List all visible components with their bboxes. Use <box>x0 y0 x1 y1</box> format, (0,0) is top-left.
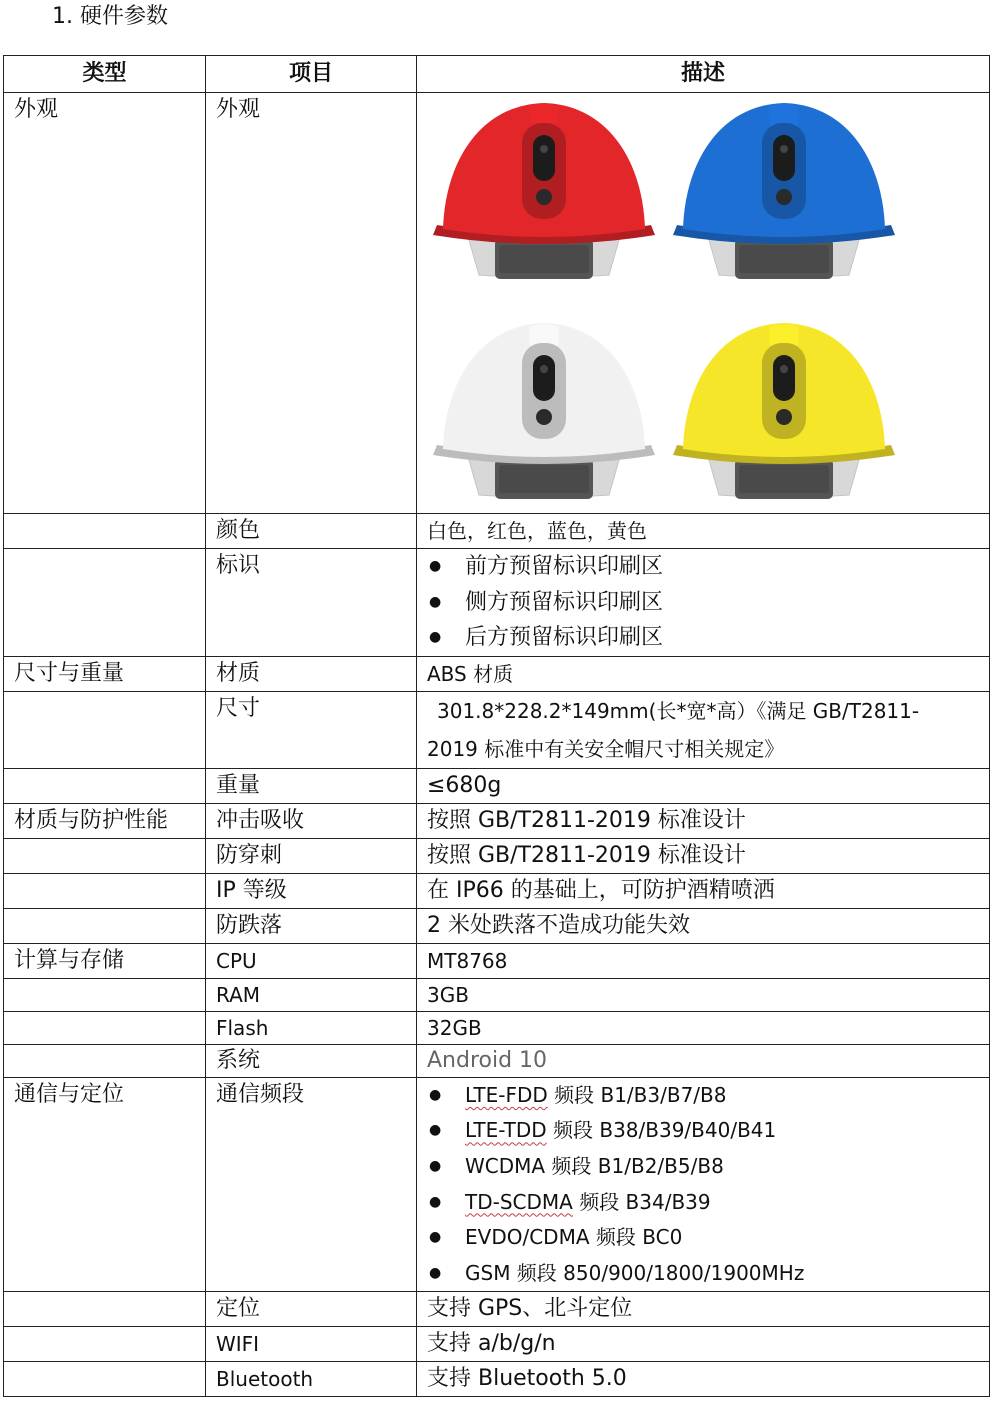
list-item: ● EVDO/CDMA 频段 BC0 <box>427 1220 989 1256</box>
category-cell <box>4 1327 206 1362</box>
item-cell: IP 等级 <box>206 873 417 908</box>
category-cell: 尺寸与重量 <box>4 656 206 691</box>
list-item: ● LTE-TDD 频段 B38/B39/B40/B41 <box>427 1113 989 1149</box>
table-row <box>4 803 990 838</box>
table-row <box>4 514 990 549</box>
description-cell: 3GB <box>417 978 990 1011</box>
description-cell: Android 10 <box>417 1044 990 1077</box>
description-cell: 32GB <box>417 1011 990 1044</box>
item-cell: RAM <box>206 978 417 1011</box>
item-cell: 尺寸 <box>206 691 417 768</box>
header-category: 类型 <box>4 56 206 93</box>
hardware-spec-table <box>3 55 990 1397</box>
description-cell: 白色，红色，蓝色，黄色 <box>417 514 990 549</box>
item-cell: 通信频段 <box>206 1077 417 1292</box>
table-row <box>4 549 990 657</box>
description-cell: 支持 Bluetooth 5.0 <box>417 1362 990 1397</box>
table-row <box>4 873 990 908</box>
item-cell: 系统 <box>206 1044 417 1077</box>
table-row <box>4 1292 990 1327</box>
item-cell: 重量 <box>206 768 417 803</box>
category-cell <box>4 1044 206 1077</box>
table-row <box>4 838 990 873</box>
item-cell: 外观 <box>206 93 417 514</box>
header-description: 描述 <box>417 56 990 93</box>
list-item: ● GSM 频段 850/900/1800/1900MHz <box>427 1256 989 1292</box>
blue-helmet-image <box>669 93 899 293</box>
description-cell: ≤680g <box>417 768 990 803</box>
yellow-helmet-image <box>669 313 899 513</box>
category-cell: 计算与存储 <box>4 943 206 978</box>
section-heading: 1. 硬件参数 <box>52 4 168 29</box>
header-row <box>4 56 990 93</box>
category-cell <box>4 1362 206 1397</box>
item-cell: 防穿刺 <box>206 838 417 873</box>
description-cell: 支持 GPS、北斗定位 <box>417 1292 990 1327</box>
description-cell: 2 米处跌落不造成功能失效 <box>417 908 990 943</box>
list-item: ● 前方预留标识印刷区 <box>427 549 989 585</box>
table-row <box>4 1044 990 1077</box>
item-cell: 定位 <box>206 1292 417 1327</box>
item-cell: CPU <box>206 943 417 978</box>
header-item: 项目 <box>206 56 417 93</box>
item-cell: 防跌落 <box>206 908 417 943</box>
red-helmet-image <box>429 93 659 293</box>
category-cell <box>4 768 206 803</box>
item-cell: 颜色 <box>206 514 417 549</box>
list-item: ● 侧方预留标识印刷区 <box>427 585 989 621</box>
table-row <box>4 691 990 768</box>
description-cell <box>417 1077 990 1292</box>
item-cell: Flash <box>206 1011 417 1044</box>
category-cell <box>4 1011 206 1044</box>
category-cell: 外观 <box>4 93 206 514</box>
table-row <box>4 978 990 1011</box>
category-cell <box>4 1292 206 1327</box>
category-cell <box>4 514 206 549</box>
table-row <box>4 1011 990 1044</box>
size-line-2: 2019 标准中有关安全帽尺寸相关规定》 <box>427 736 785 761</box>
item-cell: 标识 <box>206 549 417 657</box>
size-line-1: 301.8*228.2*149mm(长*宽*高）《满足 GB/T2811- <box>437 698 920 723</box>
description-cell: 支持 a/b/g/n <box>417 1327 990 1362</box>
list-item: ● 后方预留标识印刷区 <box>427 620 989 656</box>
table-row <box>4 943 990 978</box>
list-item: ● WCDMA 频段 B1/B2/B5/B8 <box>427 1149 989 1185</box>
table-row <box>4 93 990 514</box>
table-row <box>4 768 990 803</box>
item-cell: WIFI <box>206 1327 417 1362</box>
table-row <box>4 1327 990 1362</box>
category-cell <box>4 691 206 768</box>
description-cell: MT8768 <box>417 943 990 978</box>
description-cell <box>417 691 990 768</box>
category-cell: 通信与定位 <box>4 1077 206 1292</box>
item-cell: 材质 <box>206 656 417 691</box>
description-cell: ABS 材质 <box>417 656 990 691</box>
helmet-photos <box>417 93 990 514</box>
description-cell: 在 IP66 的基础上，可防护酒精喷洒 <box>417 873 990 908</box>
category-cell <box>4 549 206 657</box>
table-row <box>4 1077 990 1292</box>
list-item: ● LTE-FDD 频段 B1/B3/B7/B8 <box>427 1078 989 1114</box>
description-cell <box>417 549 990 657</box>
category-cell <box>4 838 206 873</box>
category-cell <box>4 908 206 943</box>
table-row <box>4 1362 990 1397</box>
white-helmet-image <box>429 313 659 513</box>
category-cell <box>4 978 206 1011</box>
description-cell: 按照 GB/T2811-2019 标准设计 <box>417 803 990 838</box>
item-cell: Bluetooth <box>206 1362 417 1397</box>
category-cell <box>4 873 206 908</box>
description-cell: 按照 GB/T2811-2019 标准设计 <box>417 838 990 873</box>
item-cell: 冲击吸收 <box>206 803 417 838</box>
list-item: ● TD-SCDMA 频段 B34/B39 <box>427 1185 989 1221</box>
table-row <box>4 656 990 691</box>
table-row <box>4 908 990 943</box>
category-cell: 材质与防护性能 <box>4 803 206 838</box>
